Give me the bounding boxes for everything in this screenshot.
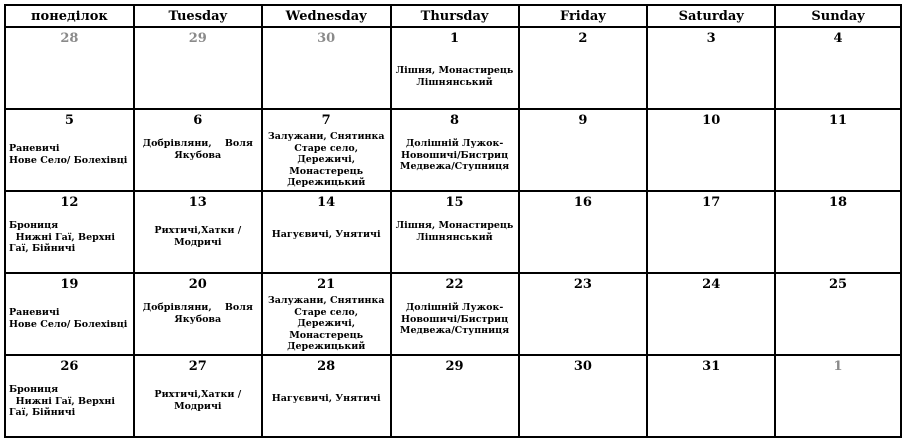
day-cell [775, 109, 901, 191]
day-cell [647, 191, 775, 273]
day-cell [134, 27, 262, 109]
day-cell [262, 273, 391, 355]
week-row [5, 273, 901, 355]
day-number: 28 [317, 359, 336, 374]
day-number: 20 [188, 277, 207, 292]
day-number: 31 [702, 359, 721, 374]
day-number: 22 [445, 277, 464, 292]
day-note: Брониця Нижні Гаї, Верхні Гаї, Бійничі [9, 384, 115, 418]
day-number: 10 [702, 113, 721, 128]
week-row [5, 355, 901, 437]
day-cell [391, 355, 519, 437]
day-cell [519, 355, 648, 437]
day-cell [391, 191, 519, 273]
day-cell [262, 109, 391, 191]
day-number: 15 [445, 195, 464, 210]
day-number: 24 [702, 277, 721, 292]
day-cell [775, 191, 901, 273]
day-cell [647, 109, 775, 191]
day-cell [647, 27, 775, 109]
day-note: Нагуєвичі, Унятичі [271, 229, 381, 240]
day-cell [519, 27, 648, 109]
week-row [5, 191, 901, 273]
day-note: Лішня, Монастирець Лішнянський [395, 65, 514, 88]
day-number: 17 [702, 195, 721, 210]
day-cell [519, 191, 648, 273]
weekday-header-row [5, 5, 901, 27]
day-number: 5 [64, 113, 74, 128]
day-cell [5, 109, 134, 191]
calendar-grid [4, 4, 902, 438]
day-note: Залужани, Снятинка Старе село, Дережичі, Монастерець Дережицький [267, 295, 385, 352]
day-cell [262, 355, 391, 437]
day-number: 29 [188, 31, 207, 46]
day-number: 6 [193, 113, 203, 128]
day-number: 7 [321, 113, 331, 128]
week-row [5, 109, 901, 191]
day-number: 30 [317, 31, 336, 46]
day-number: 9 [578, 113, 588, 128]
day-number: 16 [573, 195, 592, 210]
day-note: Добрівляни, Воля Якубова [142, 138, 257, 161]
day-cell [391, 109, 519, 191]
day-cell [775, 355, 901, 437]
day-note: Рихтичі,Хатки /Модричі [154, 225, 242, 248]
day-number: 3 [706, 31, 716, 46]
day-cell [134, 191, 262, 273]
weekday-header: понеділок [5, 5, 134, 27]
day-number: 1 [833, 359, 843, 374]
day-number: 8 [450, 113, 460, 128]
day-number: 21 [317, 277, 336, 292]
day-number: 11 [829, 113, 848, 128]
day-number: 4 [833, 31, 843, 46]
day-cell [519, 273, 648, 355]
day-number: 2 [578, 31, 588, 46]
day-number: 26 [60, 359, 79, 374]
day-cell [5, 191, 134, 273]
day-number: 18 [829, 195, 848, 210]
day-note: Лішня, Монастирець Лішнянський [395, 220, 514, 243]
day-cell [391, 273, 519, 355]
day-number: 12 [60, 195, 79, 210]
day-cell [262, 27, 391, 109]
weekday-header: Wednesday [262, 5, 391, 27]
day-number: 25 [829, 277, 848, 292]
day-note: Добрівляни, Воля Якубова [142, 302, 257, 325]
weekday-header: Thursday [391, 5, 519, 27]
day-note: Раневичі Нове Село/ Болехівці [9, 307, 128, 330]
day-note: Залужани, Снятинка Старе село, Дережичі, Монастерець Дережицький [267, 131, 385, 188]
weekday-header: Friday [519, 5, 648, 27]
day-cell [134, 273, 262, 355]
week-row [5, 27, 901, 109]
day-number: 13 [188, 195, 207, 210]
day-cell [134, 355, 262, 437]
weekday-header: Tuesday [134, 5, 262, 27]
day-note: Долішній Лужок-Новошичі/Бистриц Медвежа/Ступниця [399, 138, 510, 172]
day-number: 1 [450, 31, 460, 46]
day-number: 23 [573, 277, 592, 292]
day-number: 19 [60, 277, 79, 292]
day-cell [775, 273, 901, 355]
day-cell [262, 191, 391, 273]
day-cell [775, 27, 901, 109]
day-note: Долішній Лужок-Новошичі/Бистриц Медвежа/Ступниця [399, 302, 510, 336]
day-number: 29 [445, 359, 464, 374]
day-cell [5, 27, 134, 109]
day-number: 27 [188, 359, 207, 374]
weekday-header: Saturday [647, 5, 775, 27]
day-note: Брониця Нижні Гаї, Верхні Гаї, Бійничі [9, 220, 115, 254]
day-note: Нагуєвичі, Унятичі [271, 393, 381, 404]
day-cell [5, 355, 134, 437]
weekday-header: Sunday [775, 5, 901, 27]
day-note: Рихтичі,Хатки /Модричі [154, 389, 242, 412]
day-note: Раневичі Нове Село/ Болехівці [9, 143, 128, 166]
day-number: 14 [317, 195, 336, 210]
day-cell [647, 355, 775, 437]
day-number: 28 [60, 31, 79, 46]
day-cell [391, 27, 519, 109]
day-cell [647, 273, 775, 355]
day-number: 30 [573, 359, 592, 374]
day-cell [519, 109, 648, 191]
day-cell [5, 273, 134, 355]
day-cell [134, 109, 262, 191]
